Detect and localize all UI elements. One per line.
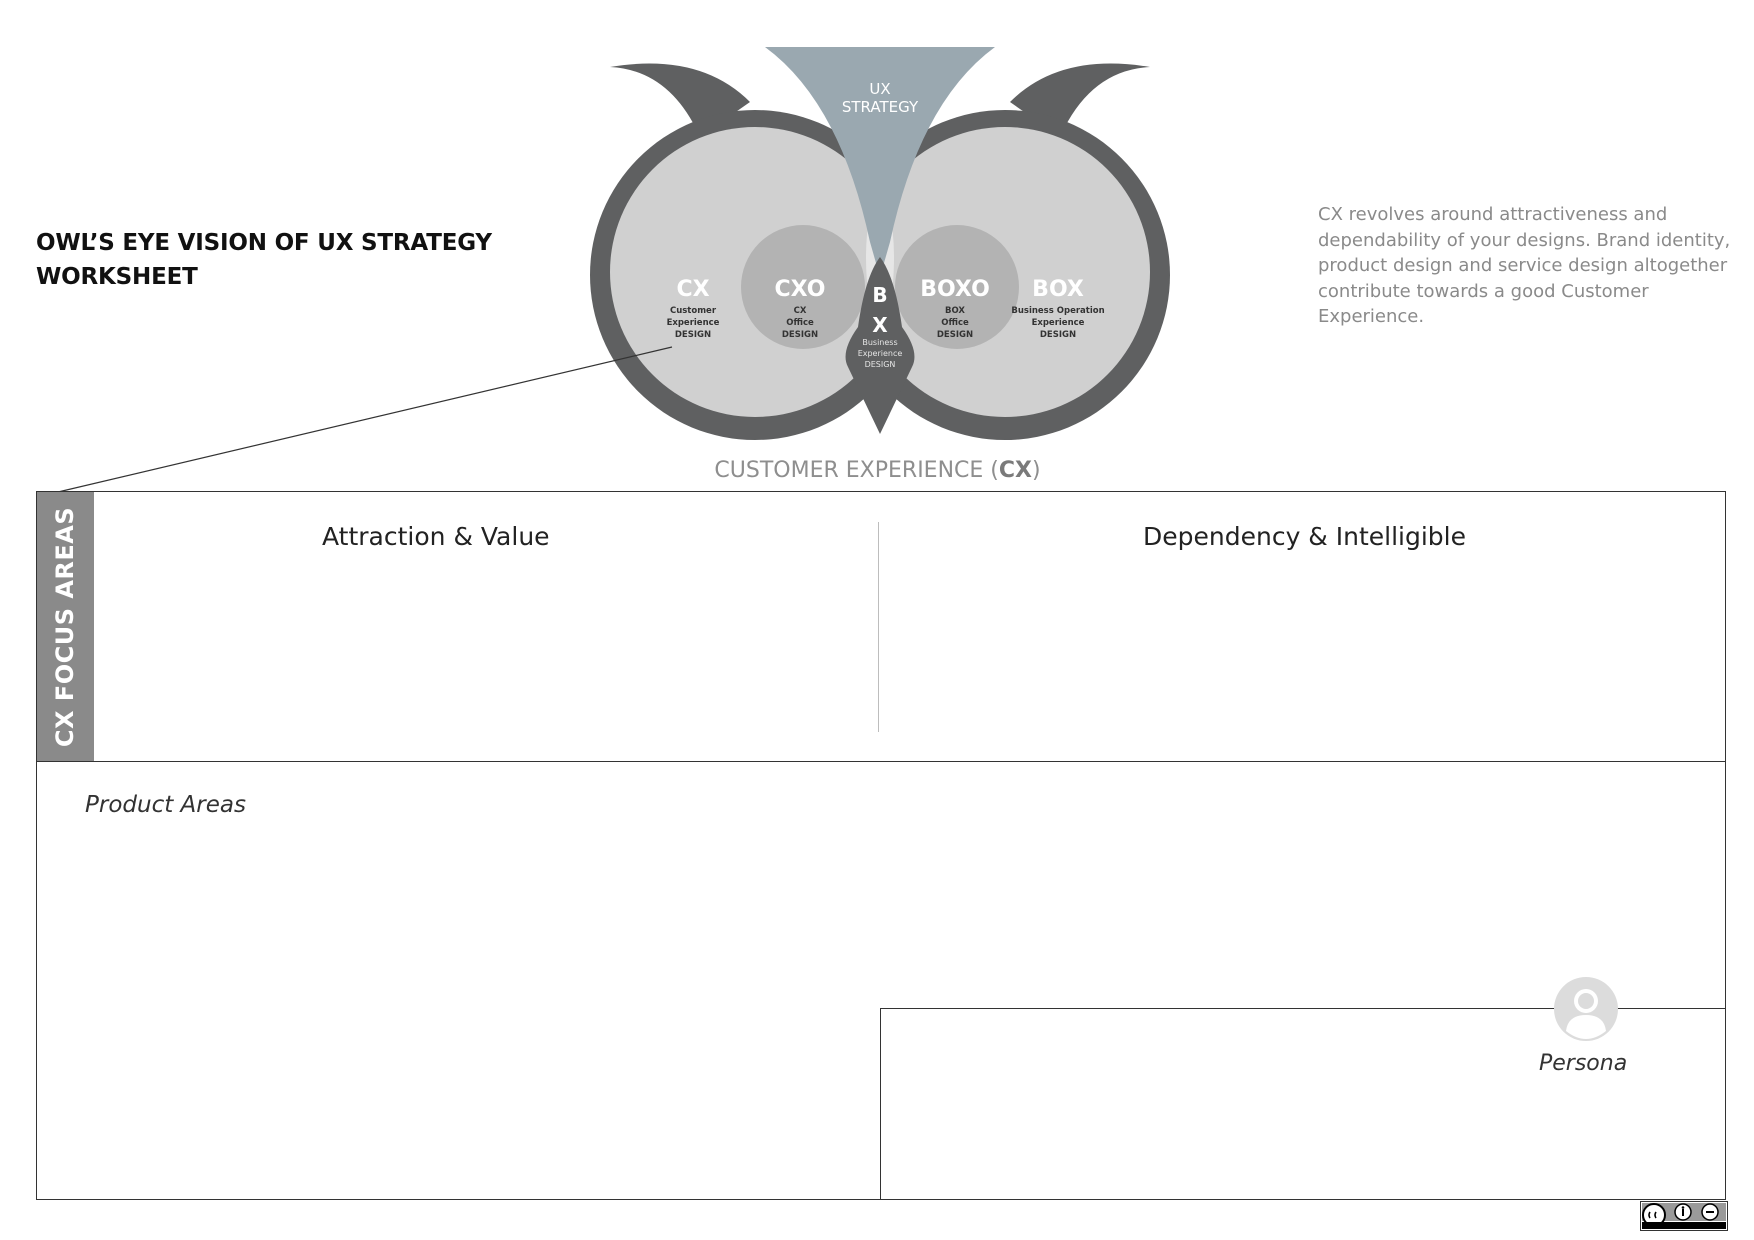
cx-focus-areas-box (36, 491, 1726, 762)
worksheet-title-line1: OWL’S EYE VISION OF UX STRATEGY (36, 230, 492, 256)
cx-line3: DESIGN (674, 330, 712, 340)
section-heading (600, 458, 1155, 483)
box-abbr: BOX (1032, 277, 1084, 302)
persona-label: Persona (1539, 1051, 1628, 1076)
cxo-line3: DESIGN (781, 330, 819, 340)
section-heading-prefix: CUSTOMER EXPERIENCE ( (714, 458, 999, 483)
bx-line1: Business (862, 338, 898, 347)
bx-letter1: B (872, 283, 888, 307)
creative-commons-badge-icon (1640, 1201, 1728, 1231)
focus-side-label: CX FOCUS AREAS (51, 506, 79, 748)
cxo-line1: CX (793, 306, 807, 316)
cxo-line2: Office (786, 318, 814, 328)
cx-description: CX revolves around attractiveness and dependability of your designs. Brand identity, product design and service design altogether contribute towards a good Customer Experience. (1318, 204, 1731, 327)
ux-strategy-label-line2: STRATEGY (841, 98, 919, 116)
bx-letter2: X (872, 313, 888, 337)
dependency-intelligible-title: Dependency & Intelligible (1143, 522, 1466, 551)
box-line1: Business Operation (1011, 306, 1105, 316)
bx-line3: DESIGN (864, 360, 896, 369)
attraction-value-title: Attraction & Value (322, 522, 550, 551)
focus-divider (878, 522, 879, 732)
box-line2: Experience (1031, 318, 1085, 328)
worksheet-title-line2: WORKSHEET (36, 264, 198, 290)
cx-line1: Customer (669, 306, 717, 316)
section-heading-abbr: CX (998, 458, 1032, 483)
ux-strategy-label-line1: UX (869, 80, 891, 98)
worksheet-title (36, 226, 496, 294)
owl-diagram (590, 42, 1170, 442)
product-areas-label: Product Areas (85, 792, 246, 818)
section-heading-suffix: ) (1031, 458, 1041, 483)
product-areas-box (36, 762, 1726, 1200)
boxo-line1: BOX (945, 306, 965, 316)
cxo-abbr: CXO (774, 277, 826, 302)
boxo-line2: Office (941, 318, 969, 328)
boxo-line3: DESIGN (936, 330, 974, 340)
cx-line2: Experience (666, 318, 720, 328)
persona-box (880, 1008, 1726, 1199)
focus-side-bar (37, 492, 94, 761)
box-line3: DESIGN (1039, 330, 1077, 340)
bx-line2: Experience (857, 349, 903, 358)
cx-abbr: CX (676, 277, 710, 302)
user-avatar-icon (1554, 977, 1618, 1041)
boxo-abbr: BOXO (920, 277, 990, 302)
